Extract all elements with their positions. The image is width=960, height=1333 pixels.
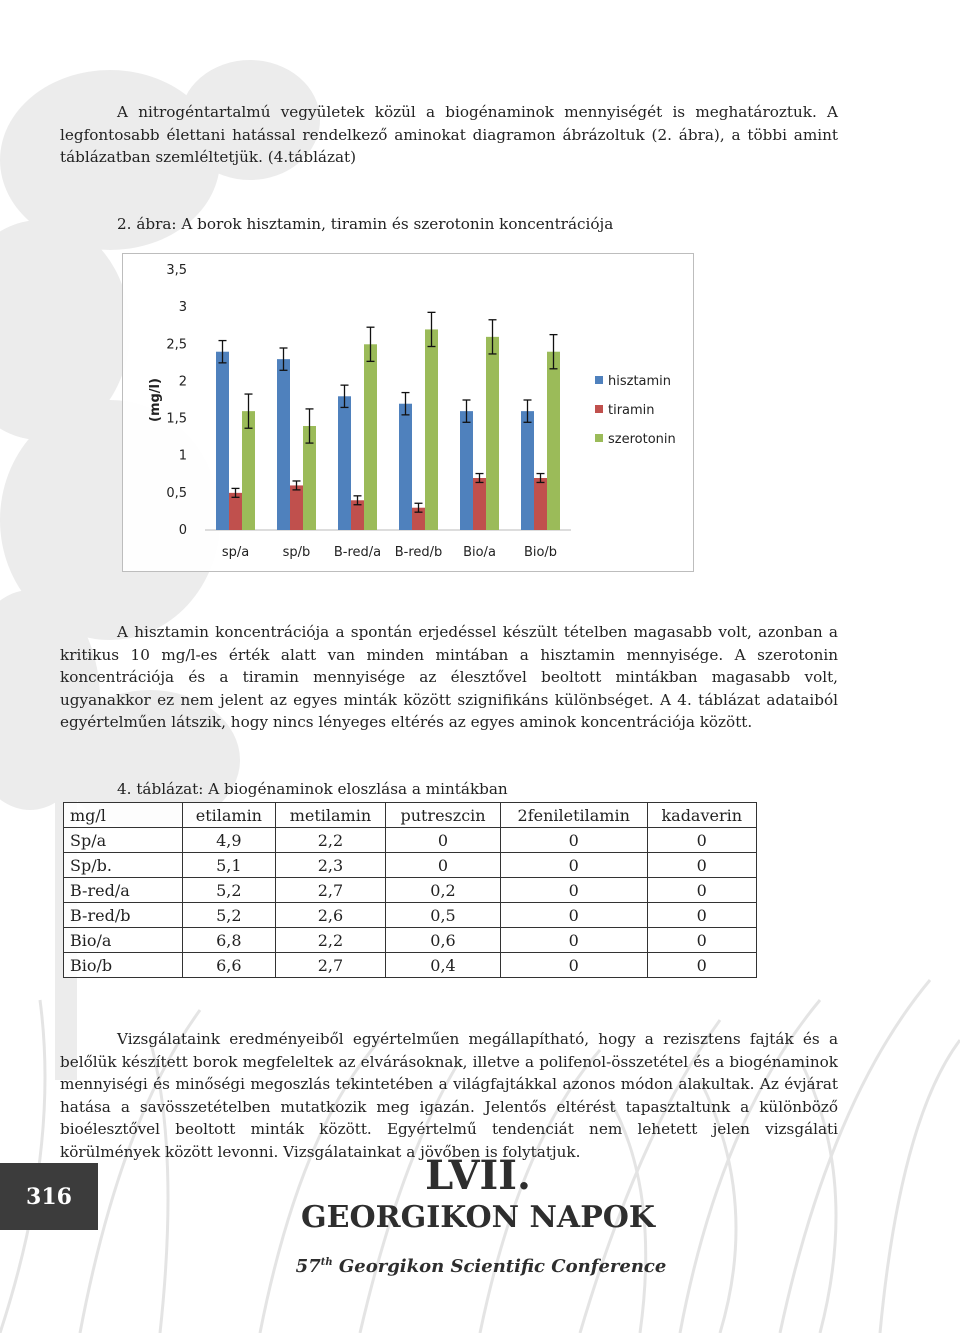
page-number: 316 bbox=[0, 1163, 98, 1230]
table-cell: 0 bbox=[500, 928, 647, 953]
table-header-cell: 2feniletilamin bbox=[500, 803, 647, 828]
table-cell: 2,7 bbox=[275, 878, 385, 903]
y-axis-label: (mg/l) bbox=[148, 378, 163, 422]
table-cell: 0 bbox=[647, 853, 756, 878]
figure-caption: 2. ábra: A borok hisztamin, tiramin és szerotonin koncentrációja bbox=[117, 215, 614, 233]
bar-szerotonin bbox=[486, 337, 499, 530]
table-cell: 0 bbox=[647, 953, 756, 978]
table-row bbox=[64, 828, 757, 853]
legend-swatch-hisztamin bbox=[595, 376, 603, 384]
table-row bbox=[64, 928, 757, 953]
table-cell: 0 bbox=[500, 953, 647, 978]
legend-label: tiramin bbox=[608, 403, 655, 418]
bar-hisztamin bbox=[521, 411, 534, 530]
legend-swatch-szerotonin bbox=[595, 434, 603, 442]
table-cell: B-red/a bbox=[64, 878, 183, 903]
table-cell: 0 bbox=[500, 828, 647, 853]
table-cell: 0 bbox=[500, 903, 647, 928]
table-cell: 2,7 bbox=[275, 953, 385, 978]
y-tick-label: 1,5 bbox=[166, 411, 187, 427]
x-tick-label: Bio/b bbox=[523, 545, 558, 560]
y-tick-label: 1 bbox=[178, 448, 187, 464]
discussion-paragraph: A hisztamin koncentrációja a spontán erjedéssel készült tételben magasabb volt, azonban a kritikus 10 mg/l-es érték alatt van minden mintában a hisztamin mennyisége. A szerotonin koncentrációja és a tiramin mennyisége az élesztővel beoltott mintákban magasabb volt, ugyanakkor ez nem jelent az egyes minták között szignifikáns különbséget. A 4. táblázat adataiból egyértelműen látszik, hogy nincs lényeges eltérés az egyes aminok koncentrációja között. bbox=[60, 623, 838, 732]
table-cell: 2,6 bbox=[275, 903, 385, 928]
table-cell: 0 bbox=[647, 903, 756, 928]
table-cell: 2,3 bbox=[275, 853, 385, 878]
y-tick-label: 0 bbox=[178, 523, 187, 538]
legend-label: hisztamin bbox=[608, 374, 672, 389]
bar-tiramin bbox=[473, 478, 486, 530]
bar-tiramin bbox=[290, 485, 303, 530]
table-cell: 0,2 bbox=[386, 878, 501, 903]
table-cell: Sp/a bbox=[64, 828, 183, 853]
table-header-cell: metilamin bbox=[275, 803, 385, 828]
intro-paragraph: A nitrogéntartalmú vegyületek közül a biogénaminok mennyiségét is meghatároztuk. A legfontosabb élettani hatással rendelkező aminokat diagramon ábrázoltuk (2. ábra), a többi amint táblázatban szemléltetjük. (4.táblázat) bbox=[60, 103, 838, 167]
bar-hisztamin bbox=[399, 404, 412, 530]
table-cell: 5,2 bbox=[183, 878, 276, 903]
table-cell: 0 bbox=[647, 928, 756, 953]
y-tick-label: 0,5 bbox=[166, 485, 187, 501]
bar-szerotonin bbox=[242, 411, 255, 530]
x-tick-label: Bio/a bbox=[463, 545, 496, 560]
bar-hisztamin bbox=[338, 396, 351, 530]
table-row bbox=[64, 953, 757, 978]
conclusion-paragraph: Vizsgálataink eredményeiből egyértelműen megállapítható, hogy a rezisztens fajták és a belőlük készített borok megfeleltek az elvárásoknak, illetve a polifenol-összetétel és a biogénaminok mennyiségi és minőségi megoszlás tekintetében a világfajtákkal azonos módon alakultak. Az évjárat hatása a savösszetételben mutatkozik meg igazán. Jelentős eltérést tapasztaltunk a különböző bioélesztővel beoltott minták között. Egyértelmű tendenciát nem lehetett jelen vizsgálati körülmények között levonni. Vizsgálatainkat a jövőben is folytatjuk. bbox=[60, 1030, 838, 1161]
table-header-cell: putreszcin bbox=[386, 803, 501, 828]
y-tick-label: 3 bbox=[178, 300, 187, 316]
table-cell: B-red/b bbox=[64, 903, 183, 928]
bar-hisztamin bbox=[460, 411, 473, 530]
table-cell: 6,8 bbox=[183, 928, 276, 953]
x-tick-label: sp/b bbox=[282, 545, 311, 560]
table-cell: 2,2 bbox=[275, 928, 385, 953]
subtitle-number: 57 bbox=[295, 1256, 321, 1277]
table-cell: 0 bbox=[386, 853, 501, 878]
conference-subtitle bbox=[0, 1256, 960, 1277]
table-cell: 6,6 bbox=[183, 953, 276, 978]
table-header-cell: mg/l bbox=[64, 803, 183, 828]
bar-tiramin bbox=[229, 493, 242, 530]
x-tick-label: B-red/b bbox=[394, 545, 443, 560]
y-tick-label: 2 bbox=[178, 374, 187, 390]
table-cell: 2,2 bbox=[275, 828, 385, 853]
bar-szerotonin bbox=[364, 344, 377, 530]
table-cell: 0 bbox=[500, 878, 647, 903]
table-cell: 0,4 bbox=[386, 953, 501, 978]
bar-hisztamin bbox=[216, 352, 229, 530]
table-cell: Bio/b bbox=[64, 953, 183, 978]
table-row bbox=[64, 853, 757, 878]
table-row bbox=[64, 878, 757, 903]
table-cell: 4,9 bbox=[183, 828, 276, 853]
table-cell: 0 bbox=[386, 828, 501, 853]
chart-svg bbox=[123, 254, 693, 571]
table-cell: 5,2 bbox=[183, 903, 276, 928]
table-cell: Bio/a bbox=[64, 928, 183, 953]
table-cell: 0,6 bbox=[386, 928, 501, 953]
table-row bbox=[64, 903, 757, 928]
table-cell: Sp/b. bbox=[64, 853, 183, 878]
table-header-cell: kadaverin bbox=[647, 803, 756, 828]
subtitle-suffix: th bbox=[320, 1257, 333, 1268]
bar-tiramin bbox=[534, 478, 547, 530]
y-tick-label: 3,5 bbox=[166, 263, 187, 278]
table-cell: 0,5 bbox=[386, 903, 501, 928]
legend-label: szerotonin bbox=[608, 432, 676, 447]
x-tick-label: B-red/a bbox=[333, 545, 382, 560]
conference-name: GEORGIKON NAPOK bbox=[301, 1200, 655, 1235]
bar-hisztamin bbox=[277, 359, 290, 530]
bar-szerotonin bbox=[547, 352, 560, 530]
biogenic-amine-table bbox=[63, 802, 757, 978]
biogenic-amine-chart bbox=[122, 253, 694, 572]
table-cell: 0 bbox=[647, 878, 756, 903]
table-header-cell: etilamin bbox=[183, 803, 276, 828]
y-tick-label: 2,5 bbox=[166, 337, 187, 353]
table-cell: 0 bbox=[500, 853, 647, 878]
table-caption: 4. táblázat: A biogénaminok eloszlása a mintákban bbox=[117, 780, 508, 798]
table-cell: 0 bbox=[647, 828, 756, 853]
table-header-row bbox=[64, 803, 757, 828]
subtitle-text: Georgikon Scientific Conference bbox=[338, 1256, 667, 1277]
x-tick-label: sp/a bbox=[221, 545, 250, 560]
table-cell: 5,1 bbox=[183, 853, 276, 878]
legend-swatch-tiramin bbox=[595, 405, 603, 413]
conference-roman-numeral: LVII. bbox=[425, 1152, 531, 1199]
bar-szerotonin bbox=[425, 329, 438, 530]
